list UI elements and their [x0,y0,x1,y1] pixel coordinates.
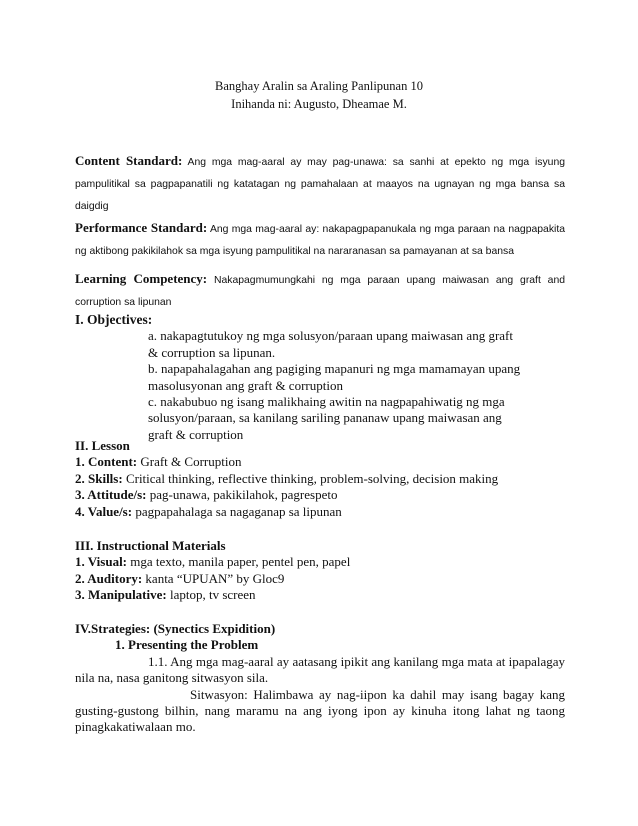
document-author: Inihanda ni: Augusto, Dheamae M. [231,97,407,111]
objectives-heading: I. Objectives: [75,312,153,327]
performance-standard-text: Ang mga mag-aaral ay: nakapagpapanukala ng mga paraan na nagpapakita ng aktibong pakikilahok sa mga isyung pampulitikal na nararanasan sa pamayanan at sa bansa [75,224,565,257]
document-title: Banghay Aralin sa Araling Panlipunan 10 [215,79,423,93]
lesson-attitude: 3. Attitude/s: pag-unawa, pakikilahok, pagrespeto [75,487,338,503]
lesson-value: 4. Value/s: pagpapahalaga sa nagaganap sa lipunan [75,503,342,519]
situation-paragraph: Sitwasyon: Halimbawa ay nag-iipon ka dahil may isang bagay kang gusting-gustong bilhin, nang maramu na ang iyong ipon ay kinuha itong lahat ng taong pinagkakatiwalaan mo. [75,686,565,735]
strategies-section [75,621,565,736]
performance-standard-label: Performance Standard: [75,220,208,235]
content-standard-label: Content Standard: [75,153,183,168]
learning-competency [75,268,565,314]
strategies-subheading: 1. Presenting the Problem [115,637,259,653]
objective-item: c. nakabubuo ng isang malikhaing awitin na nagpapahiwatig ng mga solusyon/paraan, sa kanilang sariling pananaw upang maiwasan ang graft & corruption [148,394,505,442]
lesson-content: 1. Content: Graft & Corruption [75,454,242,470]
lesson-heading: II. Lesson [75,438,130,453]
content-standard [75,150,565,218]
objective-item: a. nakapagtutukoy ng mga solusyon/paraan upang maiwasan ang graft & corruption sa lipunan. [148,328,513,360]
objectives-section [75,312,565,443]
performance-standard [75,217,565,263]
lesson-section [75,438,565,520]
material-auditory: 2. Auditory: kanta “UPUAN” by Gloc9 [75,570,285,586]
document-header [0,77,638,113]
materials-heading: III. Instructional Materials [75,538,226,553]
objective-item: b. napapahalagahan ang pagiging mapanuri ng mga mamamayan upang masolusyonan ang graft & corruption [148,361,521,393]
content-standard-text: Ang mga mag-aaral ay may pag-unawa: sa sanhi at epekto ng mga isyung pampulitikal sa pagpapanatili ng katatagan ng pamahalaan at maayos na ugnayan ng mga bansa sa daigdig [75,157,565,212]
strategies-heading: IV.Strategies: (Synectics Expidition) [75,621,276,636]
learning-competency-label: Learning Competency: [75,271,208,286]
materials-section [75,538,565,604]
strategy-paragraph: 1.1. Ang mga mag-aaral ay aatasang ipikit ang kanilang mga mata at ipapalagay nila na, nasa ganitong sitwasyon sila. [75,653,565,686]
lesson-skills: 2. Skills: Critical thinking, reflective thinking, problem-solving, decision making [75,470,499,486]
learning-competency-text: Nakapagmumungkahi ng mga paraan upang maiwasan ang graft and corruption sa lipunan [75,275,566,308]
material-visual: 1. Visual: mga texto, manila paper, pentel pen, papel [75,554,351,570]
material-manipulative: 3. Manipulative: laptop, tv screen [75,587,256,603]
